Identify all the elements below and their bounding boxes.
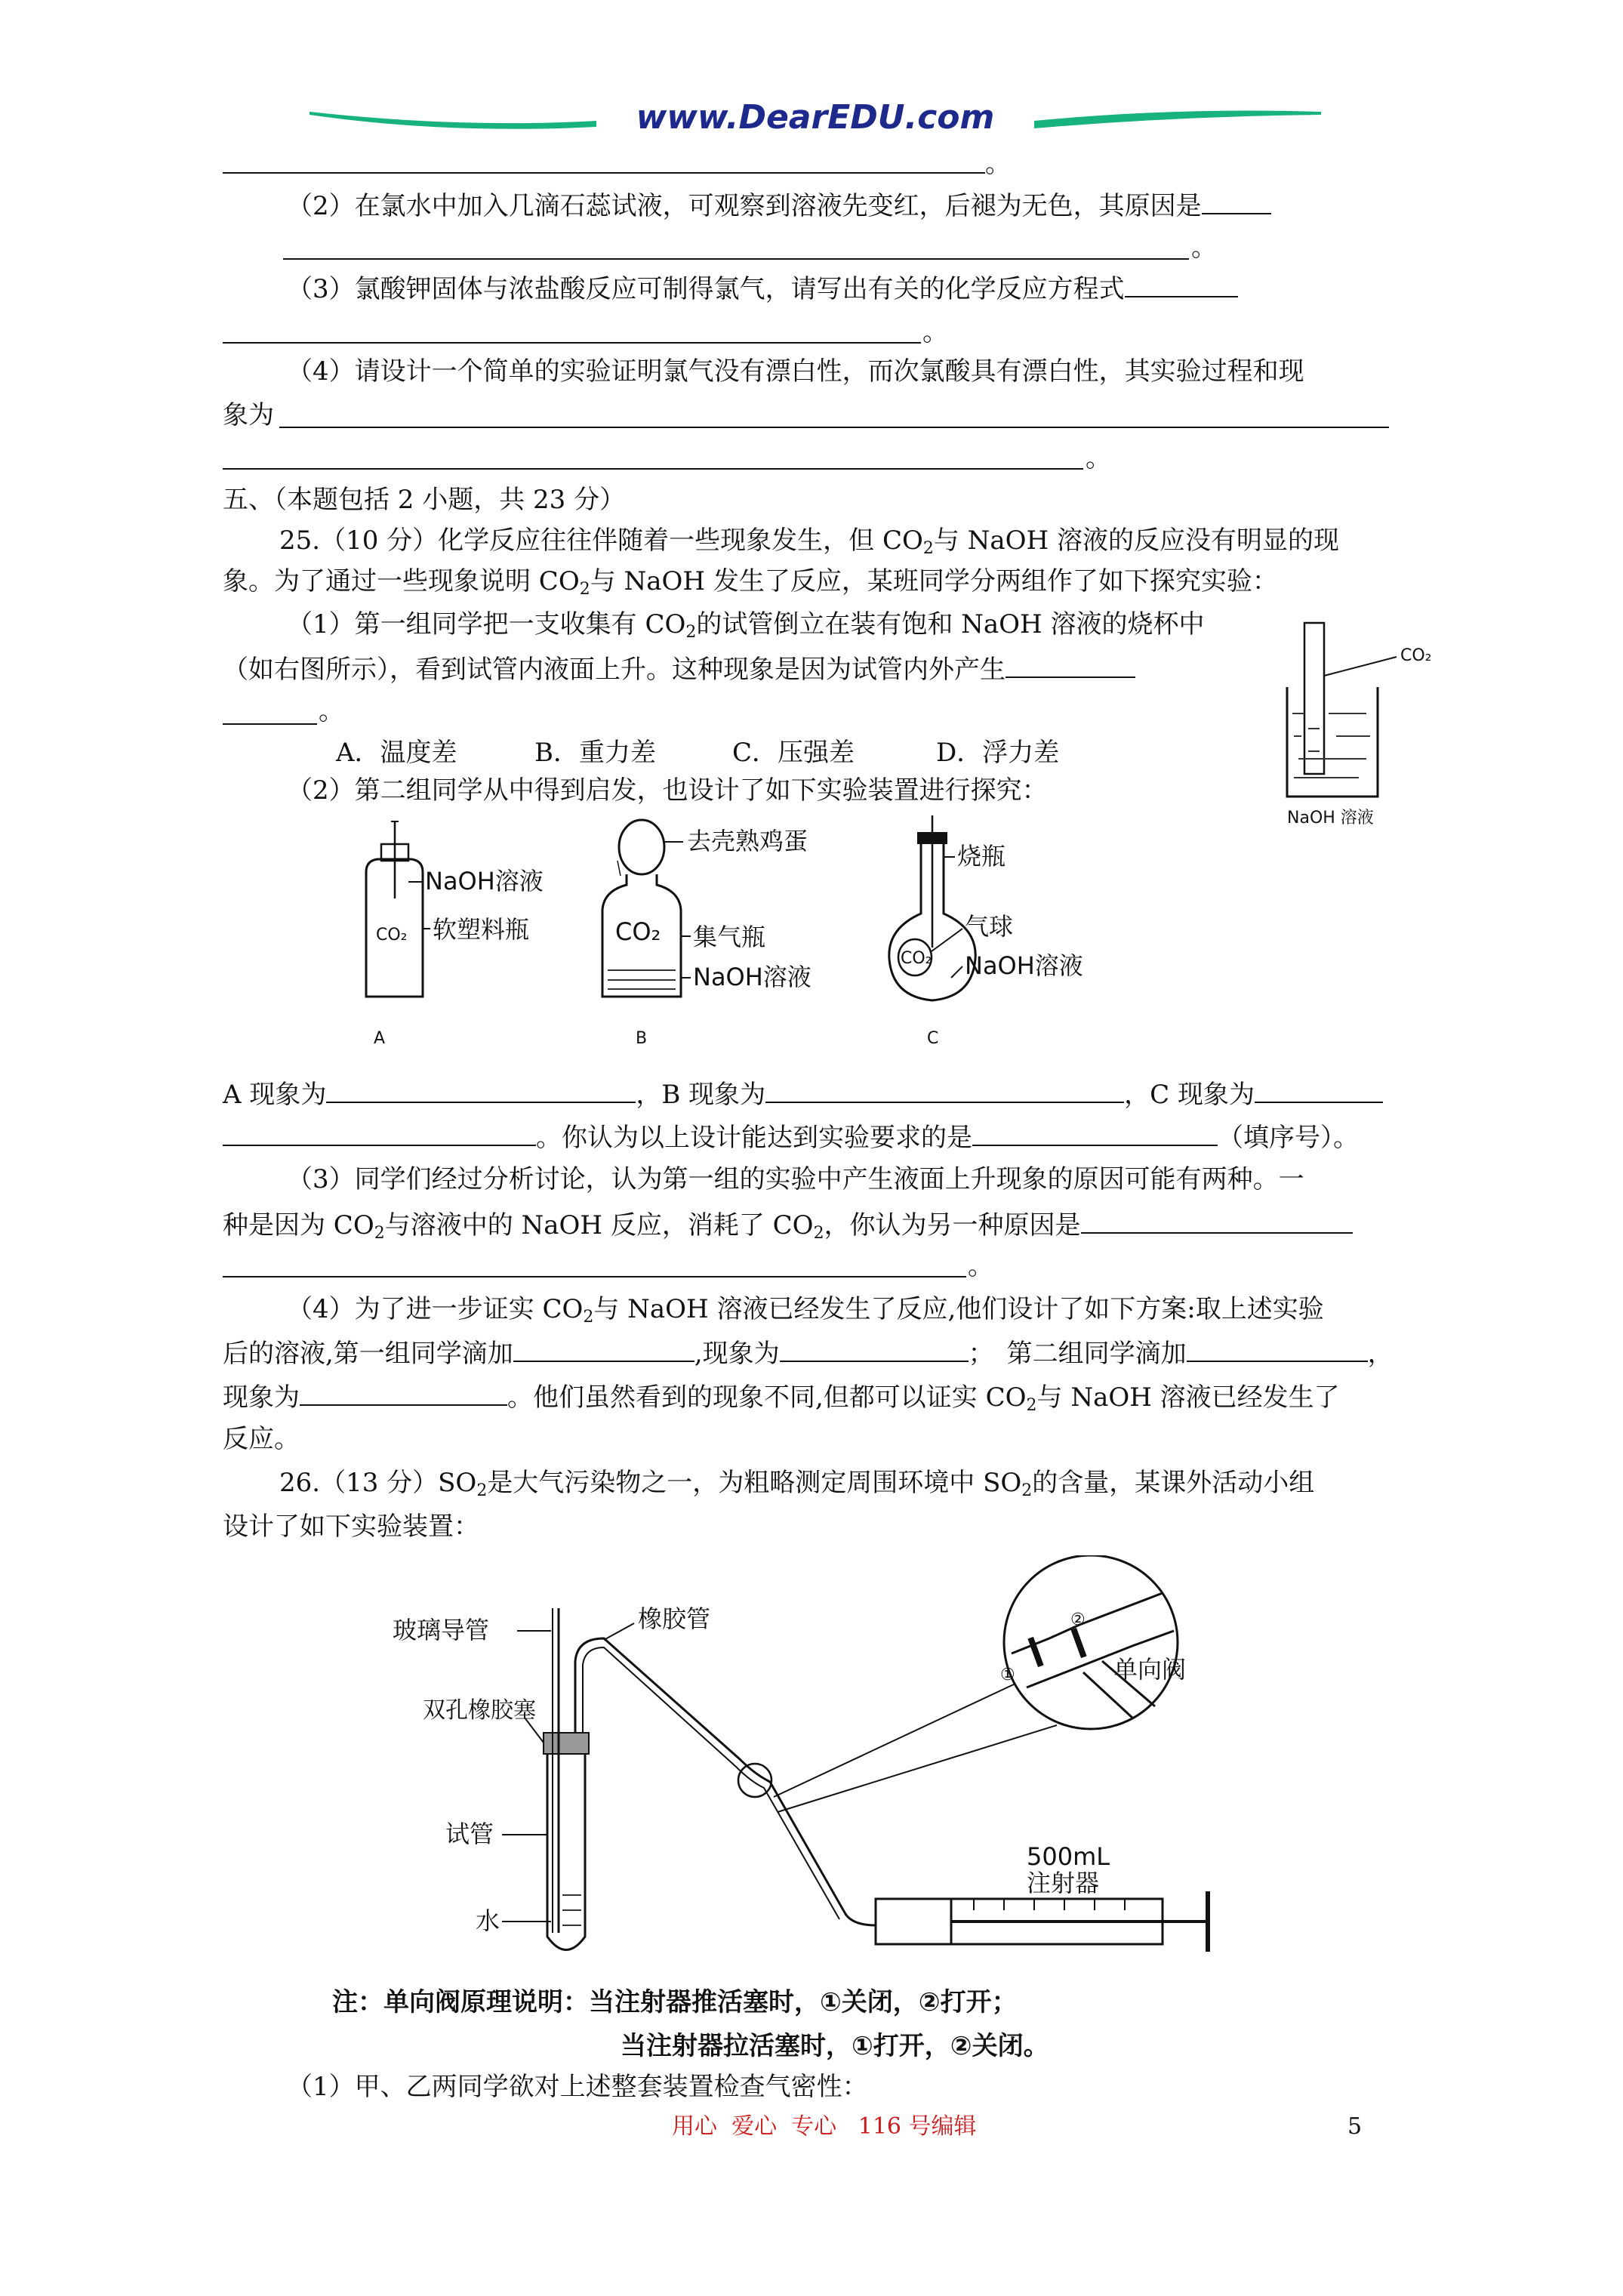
text-line: 。	[1086, 443, 1111, 473]
b-label: B	[636, 1029, 648, 1048]
beaker-figure	[1283, 615, 1480, 827]
phenomena-line: A 现象为 ，B 现象为 ，C 现象为	[223, 1076, 1383, 1111]
answer-blank[interactable]	[1202, 187, 1271, 214]
answer-blank[interactable]	[326, 1076, 636, 1103]
answer-blank[interactable]	[223, 1119, 536, 1146]
b-gas-label: CO₂	[615, 917, 661, 946]
rubber-tube-label: 橡胶管	[638, 1604, 711, 1633]
c-solution-label: NaOH溶液	[965, 951, 1083, 980]
test-tube-label: 试管	[445, 1820, 494, 1848]
answer-blank[interactable]	[513, 1335, 694, 1362]
question-26-1: （1）甲、乙两同学欲对上述整套装置检查气密性：	[287, 2072, 868, 2102]
answer-blank[interactable]	[1125, 270, 1238, 297]
setup-c	[889, 815, 1083, 1048]
b-top-label: 去壳熟鸡蛋	[687, 827, 808, 855]
c-gas-label: CO₂	[901, 949, 932, 968]
valve-label: 单向阀	[1113, 1655, 1187, 1684]
text-line: 象。为了通过一些现象说明 $CO_2$与 NaOH 发生了反应，某班同学分两组作了如下探究实验：	[223, 566, 1278, 599]
answer-blank[interactable]	[1006, 651, 1135, 678]
section-heading: 五、（本题包括 2 小题，共 23 分）	[223, 485, 626, 515]
question-text: （3）氯酸钾固体与浓盐酸反应可制得氯气，请写出有关的化学反应方程式	[287, 274, 1125, 304]
a-bottle-label: 软塑料瓶	[433, 915, 530, 944]
text-line: 。	[319, 696, 344, 726]
text-line: 。你认为以上设计能达到实验要求的是 （填序号）。	[223, 1119, 1359, 1154]
question-26: 26.（13 分）$SO_2$是大气污染物之一，为粗略测定周围环境中 $SO_2$的含量，某课外活动小组	[279, 1468, 1315, 1500]
setup-a	[366, 821, 544, 1048]
answer-blank[interactable]	[972, 1119, 1218, 1146]
site-link[interactable]: www.DearEDU.com	[636, 98, 995, 137]
answer-blank[interactable]	[780, 1335, 969, 1362]
answer-blank[interactable]	[279, 427, 1389, 428]
syringe-label: 注射器	[1027, 1869, 1100, 1897]
valve-2-label: ②	[1070, 1610, 1086, 1629]
answer-blank[interactable]	[283, 258, 1189, 260]
question-25-2: （2）第二组同学从中得到启发，也设计了如下实验装置进行探究：	[287, 775, 1048, 806]
a-label: A	[374, 1029, 386, 1048]
question-25-4: （4）为了进一步证实 $CO_2$与 NaOH 溶液已经发生了反应,他们设计了如下方案:取上述实验	[287, 1294, 1324, 1327]
footer-text: 用心 爱心 专心 116 号编辑	[672, 2113, 977, 2140]
syringe-volume-label: 500mL	[1027, 1842, 1110, 1871]
c-balloon-label: 气球	[965, 912, 1014, 941]
answer-blank[interactable]	[223, 723, 317, 725]
answer-blank[interactable]	[223, 1276, 966, 1277]
valve-1-label: ①	[1000, 1666, 1015, 1684]
text-line: （如右图所示），看到试管内液面上升。这种现象是因为试管内外产生	[223, 651, 1135, 686]
question-2	[287, 187, 1271, 223]
text-line: 设计了如下实验装置：	[223, 1512, 479, 1542]
text-line: 现象为 。他们虽然看到的现象不同,但都可以证实 $CO_2$与 NaOH 溶液已经发生了	[223, 1379, 1340, 1422]
header-banner	[310, 98, 1321, 143]
b-bottle-label: 集气瓶	[693, 923, 766, 951]
answer-blank[interactable]	[300, 1379, 507, 1406]
question-25-3: （3）同学们经过分析讨论，认为第一组的实验中产生液面上升现象的原因可能有两种。一	[287, 1164, 1304, 1194]
text-line: 。	[1191, 233, 1217, 263]
water-label: 水	[476, 1906, 500, 1935]
c-label: C	[927, 1029, 939, 1048]
text-line: 种是因为 $CO_2$与溶液中的 NaOH 反应，消耗了 $CO_2$，你认为另一种原因是	[223, 1207, 1353, 1250]
option-c[interactable]: C．压强差	[732, 738, 855, 768]
question-25-1: （1）第一组同学把一支收集有 $CO_2$的试管倒立在装有饱和 NaOH 溶液的烧杯中	[287, 609, 1205, 642]
apparatus-figure	[377, 1555, 1268, 1963]
page-number: 5	[1347, 2113, 1363, 2140]
text-line: 。	[922, 317, 948, 347]
answer-blank[interactable]	[223, 342, 921, 344]
text-line: 反应。	[223, 1424, 300, 1454]
co2-label: CO₂	[1400, 646, 1432, 665]
text-line: 象为	[223, 400, 274, 430]
a-gas-label: CO₂	[376, 926, 408, 945]
setup-b	[602, 820, 812, 1048]
question-text: （2）在氯水中加入几滴石蕊试液，可观察到溶液先变红，后褪为无色，其原因是	[287, 191, 1202, 221]
option-b[interactable]: B．重力差	[534, 738, 656, 768]
a-top-label: NaOH溶液	[425, 867, 544, 895]
option-a[interactable]: A．温度差	[336, 738, 457, 768]
question-25: 25.（10 分）化学反应往往伴随着一些现象发生，但 $CO_2$与 NaOH 溶液的反应没有明显的现	[279, 525, 1340, 558]
answer-blank[interactable]	[1187, 1335, 1368, 1362]
text-line: 。	[968, 1251, 993, 1281]
text-line: 后的溶液,第一组同学滴加 ,现象为 ； 第二组同学滴加 ，	[223, 1335, 1394, 1370]
b-solution-label: NaOH溶液	[693, 963, 812, 991]
question-4: （4）请设计一个简单的实验证明氯气没有漂白性，而次氯酸具有漂白性，其实验过程和现	[287, 356, 1304, 387]
option-d[interactable]: D．浮力差	[936, 738, 1060, 768]
answer-blank[interactable]	[1255, 1076, 1383, 1103]
c-top-label: 烧瓶	[957, 842, 1006, 871]
stopper-label: 双孔橡胶塞	[423, 1697, 536, 1724]
naoh-label: NaOH 溶液	[1287, 809, 1374, 827]
question-3	[287, 270, 1238, 306]
answer-blank[interactable]	[223, 468, 1083, 470]
answer-blank[interactable]	[223, 172, 985, 174]
note-line-2: 当注射器拉活塞时，①打开，②关闭。	[621, 2031, 1049, 2061]
answer-blank[interactable]	[765, 1076, 1124, 1103]
answer-blank[interactable]	[1081, 1207, 1353, 1234]
setups-figure	[347, 815, 1140, 1057]
text-line: 。	[985, 149, 1011, 179]
note-line-1: 注：单向阀原理说明：当注射器推活塞时，①关闭，②打开；	[332, 1987, 1018, 2017]
glass-tube-label: 玻璃导管	[393, 1616, 490, 1644]
